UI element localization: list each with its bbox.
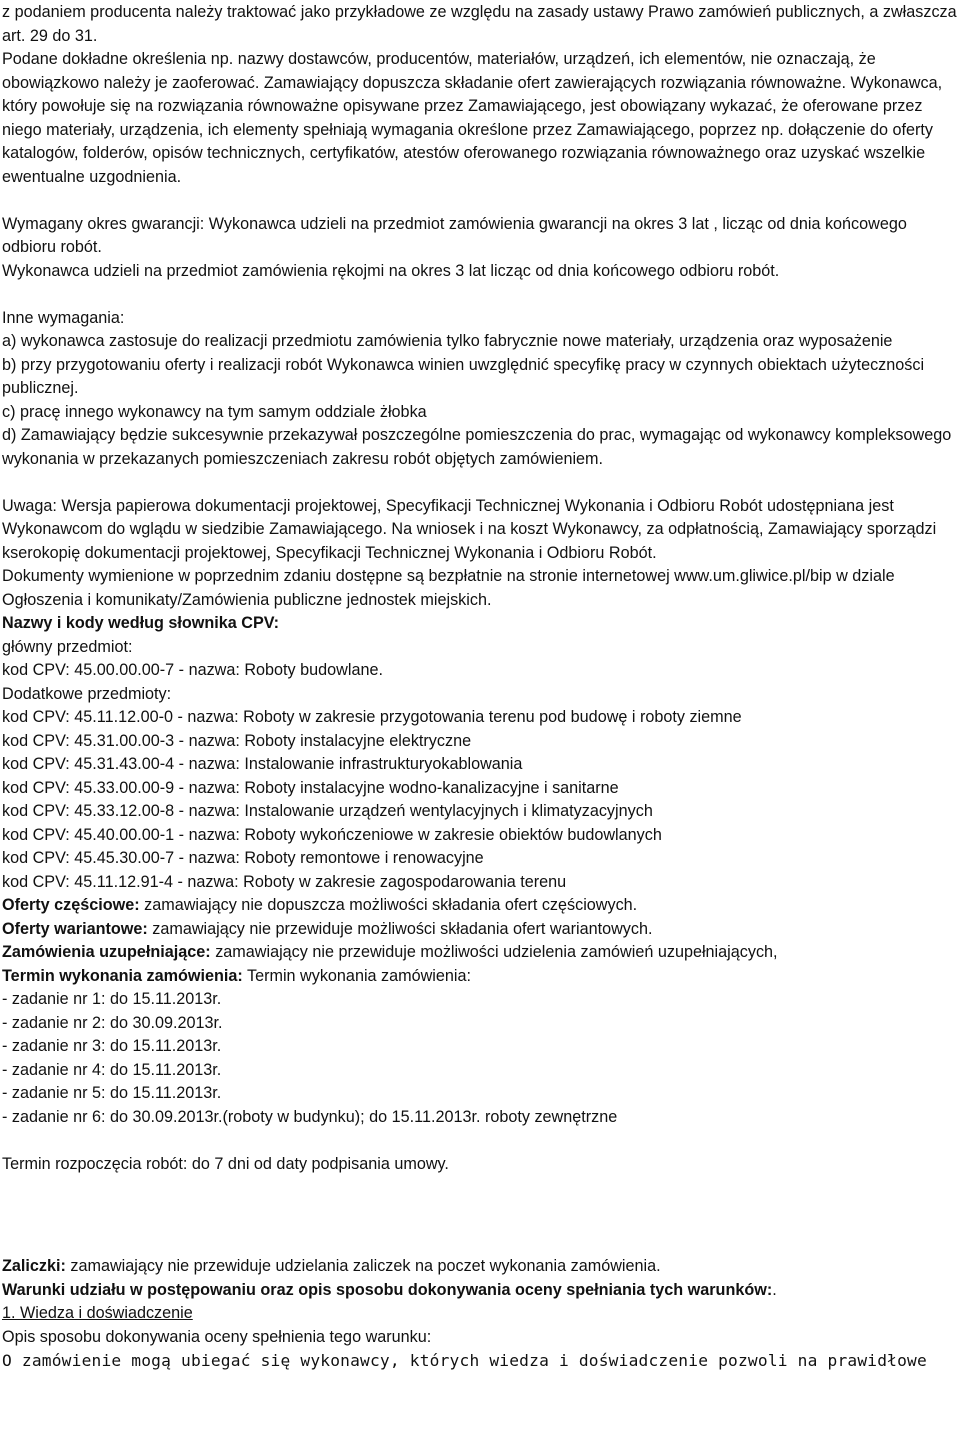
partial-offers-label: Oferty częściowe: bbox=[2, 896, 140, 914]
deadline-task-list bbox=[2, 988, 958, 1129]
supplementary-orders-line bbox=[2, 941, 958, 965]
supplementary-orders-text: zamawiający nie przewiduje możliwości udzielenia zamówień uzupełniających, bbox=[210, 943, 778, 961]
cpv-additional-item: kod CPV: 45.33.12.00-8 - nazwa: Instalowanie urządzeń wentylacyjnych i klimatyzacyjnych bbox=[2, 802, 653, 820]
partial-offers-line bbox=[2, 894, 958, 918]
requirement-a: a) wykonawca zastosuje do realizacji przedmiotu zamówienia tylko fabrycznie nowe materiały, urządzenia oraz wyposażenie bbox=[2, 332, 893, 350]
cpv-additional-list bbox=[2, 706, 958, 894]
requirement-b: b) przy przygotowaniu oferty i realizacji robót Wykonawca winien uwzględnić specyfikę pracy w czynnych obiektach użyteczności publicznej. bbox=[2, 355, 925, 397]
advances-line bbox=[2, 1255, 958, 1279]
participation-heading: Warunki udziału w postępowaniu oraz opis sposobu dokonywania oceny spełniania tych warunków: bbox=[2, 1280, 773, 1299]
deadline-task: - zadanie nr 1: do 15.11.2013r. bbox=[2, 990, 222, 1008]
participation-heading-line bbox=[2, 1279, 958, 1303]
deadline-line bbox=[2, 965, 958, 989]
deadline-task: - zadanie nr 6: do 30.09.2013r.(roboty w budynku); do 15.11.2013r. roboty zewnętrzne bbox=[2, 1107, 618, 1126]
cpv-additional-item: kod CPV: 45.31.43.00-4 - nazwa: Instalowanie infrastrukturyokablowania bbox=[2, 755, 523, 773]
advances-text: zamawiający nie przewiduje udzielania zaliczek na poczet wykonania zamówienia. bbox=[65, 1257, 661, 1275]
warranty-rekojmia-paragraph: Wykonawca udzieli na przedmiot zamówienia rękojmi na okres 3 lat licząc od dnia końcowego odbioru robót. bbox=[2, 261, 780, 280]
cpv-additional-item: kod CPV: 45.31.00.00-3 - nazwa: Roboty instalacyjne elektryczne bbox=[2, 731, 472, 750]
variant-offers-text: zamawiający nie przewiduje możliwości składania ofert wariantowych. bbox=[147, 919, 653, 938]
deadline-task: - zadanie nr 4: do 15.11.2013r. bbox=[2, 1060, 222, 1079]
document-page bbox=[2, 1, 958, 1373]
deadline-task: - zadanie nr 2: do 30.09.2013r. bbox=[2, 1013, 223, 1032]
variant-offers-line bbox=[2, 918, 958, 942]
intro-paragraph-1: z podaniem producenta należy traktować jako przykładowe ze względu na zasady ustawy Prawo zamówień publicznych, a zwłaszcza art. 29 do 31. bbox=[2, 3, 957, 45]
cpv-main-label: główny przedmiot: bbox=[2, 637, 133, 656]
participation-heading-tail: . bbox=[772, 1280, 777, 1299]
supplementary-orders-label: Zamówienia uzupełniające: bbox=[2, 943, 211, 961]
cpv-additional-item: kod CPV: 45.11.12.00-0 - nazwa: Roboty w zakresie przygotowania terenu pod budowę i roboty ziemne bbox=[2, 708, 742, 726]
documents-availability-paragraph: Dokumenty wymienione w poprzednim zdaniu dostępne są bezpłatnie na stronie internetowej www.um.gliwice.pl/bip w dziale Ogłoszenia i komunikaty/Zamówienia publiczne jednostek miejskich. bbox=[2, 567, 895, 609]
requirement-c: c) pracę innego wykonawcy na tym samym oddziale żłobka bbox=[2, 402, 427, 421]
cpv-additional-item: kod CPV: 45.11.12.91-4 - nazwa: Roboty w zakresie zagospodarowania terenu bbox=[2, 872, 567, 891]
assessment-method-label: Opis sposobu dokonywania oceny spełnienia tego warunku: bbox=[2, 1327, 432, 1346]
advances-label: Zaliczki: bbox=[2, 1257, 66, 1275]
cpv-heading: Nazwy i kody według słownika CPV: bbox=[2, 614, 280, 632]
intro-paragraph-2: Podane dokładne określenia np. nazwy dostawców, producentów, materiałów, urządzeń, ich elementów, nie oznaczają, że obowiązkowo należy je zaoferować. Zamawiający dopuszcza składanie ofert zawierających rozwiązania równoważne. Wykonawca, który powołuje się na rozwiązania równoważne opisywane przez Zamawiającego, jest obowiązany wykazać, że oferowane przez niego materiały, urządzenia, ich elementy spełniają wymagania określone przez Zamawiającego, poprzez np. dołączenie do oferty katalogów, folderów, opisów technicznych, certyfikatów, atestów oferowanego rozwiązania równoważnego oraz uzyskać wszelkie ewentualne uzgodnienia. bbox=[2, 50, 943, 186]
cpv-additional-item: kod CPV: 45.33.00.00-9 - nazwa: Roboty instalacyjne wodno-kanalizacyjne i sanitarne bbox=[2, 778, 619, 797]
warranty-paragraph: Wymagany okres gwarancji: Wykonawca udzieli na przedmiot zamówienia gwarancji na okres 3 lat , licząc od dnia końcowego odbioru robót. bbox=[2, 214, 907, 256]
deadline-task: - zadanie nr 5: do 15.11.2013r. bbox=[2, 1084, 222, 1102]
variant-offers-label: Oferty wariantowe: bbox=[2, 919, 148, 938]
knowledge-experience-item: 1. Wiedza i doświadczenie bbox=[2, 1304, 193, 1322]
cpv-additional-label: Dodatkowe przedmioty: bbox=[2, 684, 172, 703]
requirement-d: d) Zamawiający będzie sukcesywnie przekazywał poszczególne pomieszczenia do prac, wymagając od wykonawcy kompleksowego wykonania w przekazanych pomieszczeniach zakresu robót objętych zamówieniem. bbox=[2, 426, 952, 468]
start-date-line: Termin rozpoczęcia robót: do 7 dni od daty podpisania umowy. bbox=[2, 1154, 449, 1173]
notice-paragraph: Uwaga: Wersja papierowa dokumentacji projektowej, Specyfikacji Technicznej Wykonania i Odbioru Robót udostępniana jest Wykonawcom do wglądu w siedzibie Zamawiającego. Na wniosek i na koszt Wykonawcy, za odpłatnością, Zamawiający sporządzi kserokopię dokumentacji projektowej, Specyfikacji Technicznej Wykonania i Odbioru Robót. bbox=[2, 496, 937, 562]
other-requirements-heading: Inne wymagania: bbox=[2, 308, 125, 327]
partial-offers-text: zamawiający nie dopuszcza możliwości składania ofert częściowych. bbox=[139, 896, 638, 914]
deadline-label: Termin wykonania zamówienia: bbox=[2, 966, 243, 985]
assessment-method-text: O zamówienie mogą ubiegać się wykonawcy, których wiedza i doświadczenie pozwoli na prawidłowe bbox=[2, 1351, 927, 1370]
deadline-text: Termin wykonania zamówienia: bbox=[242, 966, 472, 985]
deadline-task: - zadanie nr 3: do 15.11.2013r. bbox=[2, 1037, 222, 1055]
cpv-additional-item: kod CPV: 45.40.00.00-1 - nazwa: Roboty wykończeniowe w zakresie obiektów budowlanych bbox=[2, 825, 662, 844]
cpv-main-code: kod CPV: 45.00.00.00-7 - nazwa: Roboty budowlane. bbox=[2, 661, 383, 679]
cpv-additional-item: kod CPV: 45.45.30.00-7 - nazwa: Roboty remontowe i renowacyjne bbox=[2, 849, 484, 867]
